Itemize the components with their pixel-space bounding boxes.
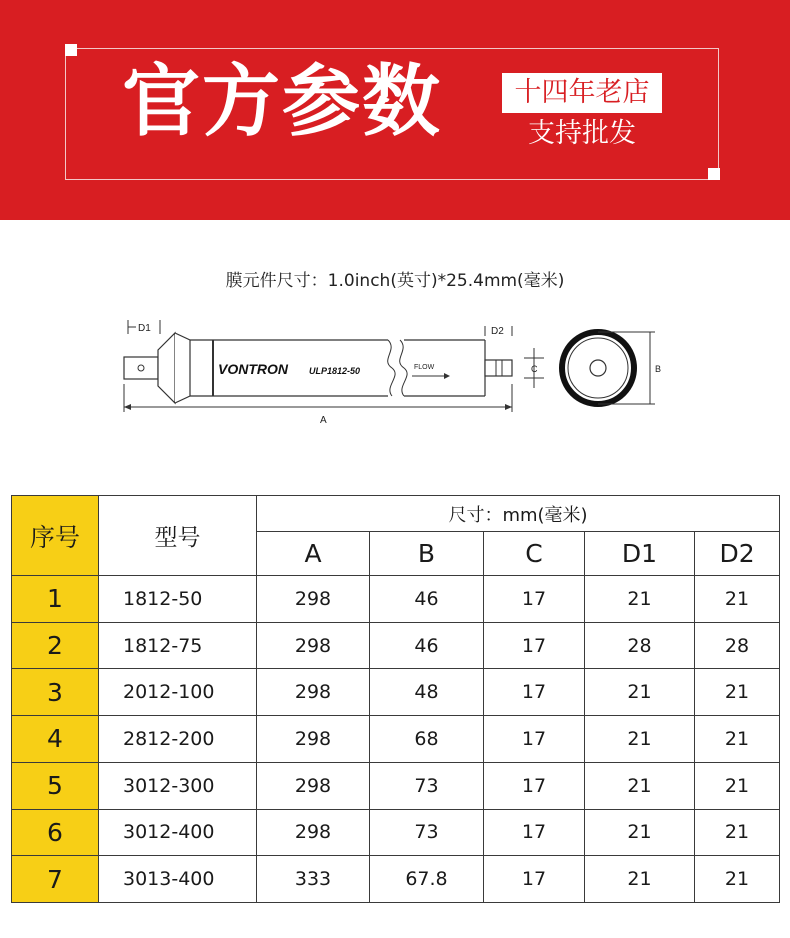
table-row — [12, 576, 780, 623]
row-a: 333 — [257, 856, 370, 903]
row-model: 1812-75 — [99, 622, 257, 669]
flow-label: FLOW — [414, 364, 435, 371]
row-d1: 21 — [585, 716, 695, 763]
header-col-c: C — [484, 532, 585, 576]
row-model: 2812-200 — [99, 716, 257, 763]
header-banner — [0, 0, 790, 220]
row-a: 298 — [257, 669, 370, 716]
row-b: 48 — [370, 669, 484, 716]
label-c: C — [531, 364, 538, 374]
table-row — [12, 809, 780, 856]
table-row — [12, 716, 780, 763]
row-c: 17 — [484, 669, 585, 716]
table-row — [12, 762, 780, 809]
row-no: 6 — [12, 809, 99, 856]
row-d2: 21 — [695, 716, 780, 763]
row-b: 67.8 — [370, 856, 484, 903]
row-model: 2012-100 — [99, 669, 257, 716]
row-no: 7 — [12, 856, 99, 903]
row-c: 17 — [484, 762, 585, 809]
banner-tag: 十四年老店 — [502, 73, 662, 113]
header-model: 型号 — [99, 496, 257, 576]
header-dimensions: 尺寸：mm(毫米) — [257, 496, 780, 532]
row-no: 5 — [12, 762, 99, 809]
membrane-diagram — [0, 300, 790, 440]
row-c: 17 — [484, 856, 585, 903]
row-d2: 28 — [695, 622, 780, 669]
row-d2: 21 — [695, 576, 780, 623]
row-d1: 21 — [585, 762, 695, 809]
row-d2: 21 — [695, 669, 780, 716]
row-d2: 21 — [695, 809, 780, 856]
row-no: 2 — [12, 622, 99, 669]
row-d2: 21 — [695, 856, 780, 903]
brine-seal — [158, 333, 175, 403]
header-col-b: B — [370, 532, 484, 576]
label-d1: D1 — [138, 323, 151, 334]
row-c: 17 — [484, 622, 585, 669]
row-d1: 28 — [585, 622, 695, 669]
table-row — [12, 622, 780, 669]
header-col-d2: D2 — [695, 532, 780, 576]
banner-title: 官方参数 — [122, 57, 443, 147]
header-no: 序号 — [12, 496, 99, 576]
row-a: 298 — [257, 622, 370, 669]
frame-corner — [65, 44, 77, 56]
parameter-table — [11, 495, 780, 903]
row-b: 73 — [370, 762, 484, 809]
row-d1: 21 — [585, 576, 695, 623]
row-no: 3 — [12, 669, 99, 716]
model-label: ULP1812-50 — [309, 366, 361, 376]
frame-corner — [708, 168, 720, 180]
label-b: B — [655, 364, 662, 374]
row-c: 17 — [484, 809, 585, 856]
end-view-center — [590, 360, 606, 376]
row-model: 3012-300 — [99, 762, 257, 809]
spec-caption: 膜元件尺寸：1.0inch(英寸)*25.4mm(毫米) — [225, 271, 565, 291]
row-b: 68 — [370, 716, 484, 763]
header-col-d1: D1 — [585, 532, 695, 576]
brand-label: VONTRON — [218, 361, 288, 377]
outlet-pipe — [485, 360, 512, 376]
row-model: 3013-400 — [99, 856, 257, 903]
row-a: 298 — [257, 716, 370, 763]
row-a: 298 — [257, 809, 370, 856]
header-col-a: A — [257, 532, 370, 576]
row-a: 298 — [257, 762, 370, 809]
row-b: 46 — [370, 622, 484, 669]
row-d1: 21 — [585, 809, 695, 856]
banner-tag-sub: 支持批发 — [528, 118, 636, 149]
row-b: 73 — [370, 809, 484, 856]
row-c: 17 — [484, 716, 585, 763]
label-d2: D2 — [491, 326, 504, 337]
row-d1: 21 — [585, 856, 695, 903]
row-d1: 21 — [585, 669, 695, 716]
row-b: 46 — [370, 576, 484, 623]
row-model: 1812-50 — [99, 576, 257, 623]
row-no: 1 — [12, 576, 99, 623]
row-model: 3012-400 — [99, 809, 257, 856]
table-row — [12, 669, 780, 716]
row-d2: 21 — [695, 762, 780, 809]
table-row — [12, 856, 780, 903]
row-no: 4 — [12, 716, 99, 763]
row-c: 17 — [484, 576, 585, 623]
label-a: A — [320, 415, 327, 426]
row-a: 298 — [257, 576, 370, 623]
